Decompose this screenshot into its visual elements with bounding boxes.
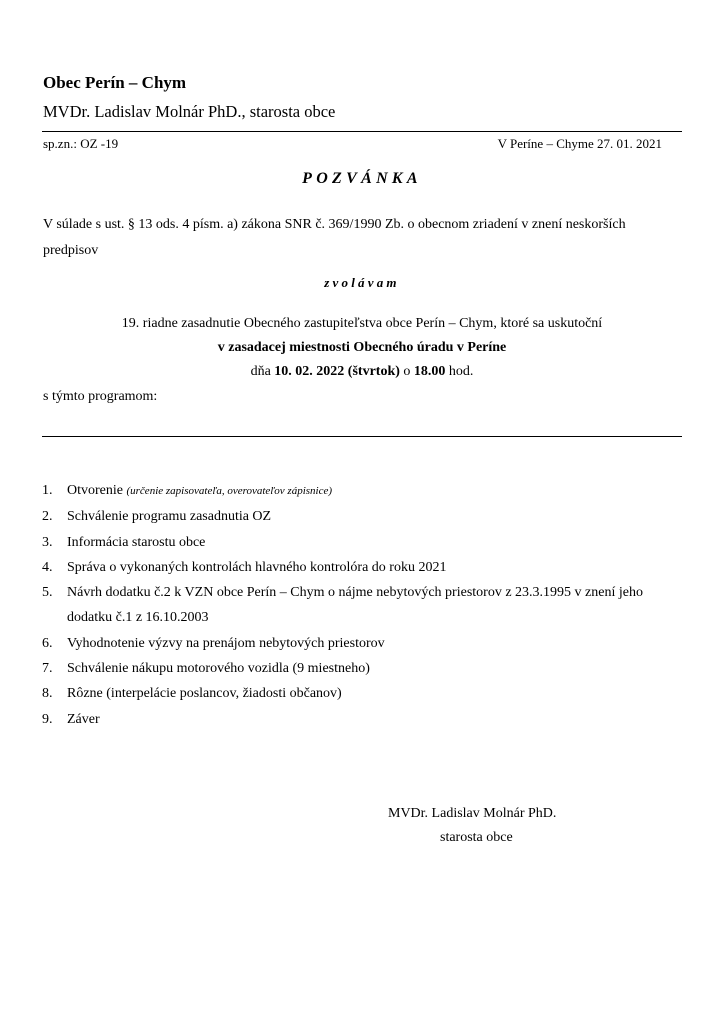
agenda-item-number: 5.	[42, 585, 53, 601]
date-prefix: dňa	[250, 364, 271, 379]
agenda-item	[42, 504, 687, 529]
agenda-item-text: Otvorenie	[67, 483, 123, 498]
time-prefix: o	[403, 364, 411, 379]
agenda-item	[42, 681, 687, 706]
signature-role: starosta obce	[440, 830, 513, 845]
agenda-item-number: 1.	[42, 483, 53, 498]
agenda-item-text: Schválenie programu zasadnutia OZ	[67, 509, 272, 525]
agenda-item	[42, 555, 687, 580]
agenda-item-number: 9.	[42, 711, 53, 727]
document-title: POZVÁNKA	[302, 170, 422, 187]
legal-basis-paragraph: V súlade s ust. § 13 ods. 4 písm. a) zákona SNR č. 369/1990 Zb. o obecnom zriadení v znení neskorších predpisov	[43, 217, 626, 258]
session-date: 10. 02. 2022 (štvrtok)	[274, 364, 400, 379]
session-time: 18.00	[413, 364, 446, 379]
reference-number: sp.zn.: OZ -19	[43, 136, 119, 151]
agenda-item-text: Schválenie nákupu motorového vozidla (9 miestneho)	[67, 661, 370, 677]
agenda-item-text: Správa o vykonaných kontrolách hlavného kontrolóra do roku 2021	[67, 559, 447, 575]
agenda-item-number: 8.	[42, 686, 53, 702]
agenda-item	[42, 580, 687, 631]
agenda-item	[42, 631, 687, 656]
session-location: v zasadacej miestnosti Obecného úradu v Períne	[217, 340, 507, 355]
agenda-list	[42, 478, 687, 732]
agenda-item-number: 2.	[42, 509, 53, 525]
agenda-item	[42, 707, 687, 732]
agenda-item-number: 3.	[42, 534, 53, 550]
agenda-item-text: Rôzne (interpelácie poslancov, žiadosti občanov)	[67, 686, 342, 702]
session-line: 19. riadne zasadnutie Obecného zastupiteľstva obce Perín – Chym, ktoré sa uskutoční	[121, 316, 603, 331]
agenda-item-note: (určenie zapisovateľa, overovateľov zápisnice)	[126, 485, 333, 497]
header-divider	[42, 131, 682, 132]
agenda-item	[42, 530, 687, 555]
agenda-item-text: Návrh dodatku č.2 k VZN obce Perín – Chym o nájme nebytových priestorov z 23.3.1995 v znení jeho dodatku č.1 z 16.10.2003	[67, 585, 643, 626]
agenda-item	[42, 656, 687, 681]
session-datetime	[0, 364, 724, 380]
place-date: V Períne – Chyme 27. 01. 2021	[497, 136, 662, 151]
agenda-item	[42, 478, 687, 504]
program-intro: s týmto programom:	[43, 389, 158, 404]
mayor-line: MVDr. Ladislav Molnár PhD., starosta obce	[43, 102, 336, 121]
program-divider	[42, 436, 682, 437]
agenda-item-number: 7.	[42, 661, 53, 677]
agenda-item-text: Informácia starostu obce	[67, 534, 206, 550]
agenda-item-text: Záver	[67, 711, 100, 727]
convene-word: zvolávam	[324, 275, 400, 290]
signature-name: MVDr. Ladislav Molnár PhD.	[388, 806, 557, 821]
organization-name: Obec Perín – Chym	[43, 73, 187, 92]
agenda-item-text: Vyhodnotenie výzvy na prenájom nebytových priestorov	[67, 635, 385, 651]
agenda-item-number: 4.	[42, 559, 53, 575]
agenda-item-number: 6.	[42, 635, 53, 651]
time-suffix: hod.	[448, 364, 474, 379]
